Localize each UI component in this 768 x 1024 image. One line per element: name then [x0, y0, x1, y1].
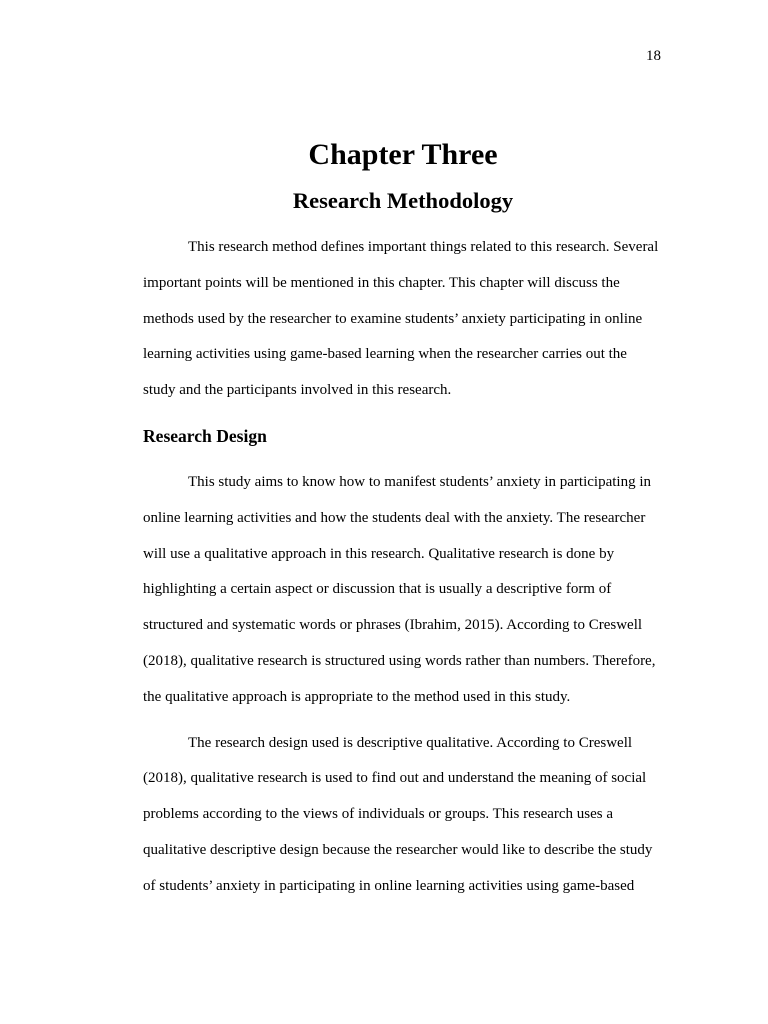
research-design-paragraph-1: [143, 465, 663, 716]
paragraph-line: qualitative descriptive design because the researcher would like to describe the study: [143, 841, 653, 858]
paragraph-line: will use a qualitative approach in this research. Qualitative research is done by: [143, 545, 615, 562]
paragraph-line: problems according to the views of individuals or groups. This research uses a: [143, 806, 614, 823]
paragraph-line: learning activities using game-based learning when the researcher carries out the: [143, 346, 627, 363]
paragraph-line: This research method defines important things related to this research. Several: [188, 239, 659, 255]
page-number: 18: [646, 48, 661, 64]
research-design-heading: Research Design: [143, 425, 267, 446]
paragraph-line: The research design used is descriptive qualitative. According to Creswell: [188, 734, 633, 751]
chapter-subtitle: Research Methodology: [292, 188, 514, 213]
page-content: [143, 138, 663, 915]
paragraph-line: highlighting a certain aspect or discussion that is usually a descriptive form of: [143, 581, 612, 598]
paragraph-line: the qualitative approach is appropriate to the method used in this study.: [143, 688, 571, 705]
paragraph-line: methods used by the researcher to examine students’ anxiety participating in online: [143, 310, 643, 327]
paragraph-line: structured and systematic words or phrases (Ibrahim, 2015). According to Creswell: [143, 617, 643, 634]
paragraph-line: online learning activities and how the students deal with the anxiety. The researcher: [143, 509, 646, 526]
paragraph-line: important points will be mentioned in this chapter. This chapter will discuss the: [143, 274, 620, 291]
paragraph-line: (2018), qualitative research is used to find out and understand the meaning of social: [143, 770, 647, 787]
research-design-paragraph-2: [143, 726, 663, 905]
paragraph-line: of students’ anxiety in participating in online learning activities using game-based: [143, 877, 635, 894]
chapter-title: Chapter Three: [308, 138, 498, 171]
paragraph-line: study and the participants involved in this research.: [143, 382, 452, 399]
intro-paragraph: [143, 230, 663, 409]
paragraph-line: (2018), qualitative research is structured using words rather than numbers. Therefore,: [143, 652, 656, 669]
paragraph-line: This study aims to know how to manifest students’ anxiety in participating in: [188, 473, 651, 490]
